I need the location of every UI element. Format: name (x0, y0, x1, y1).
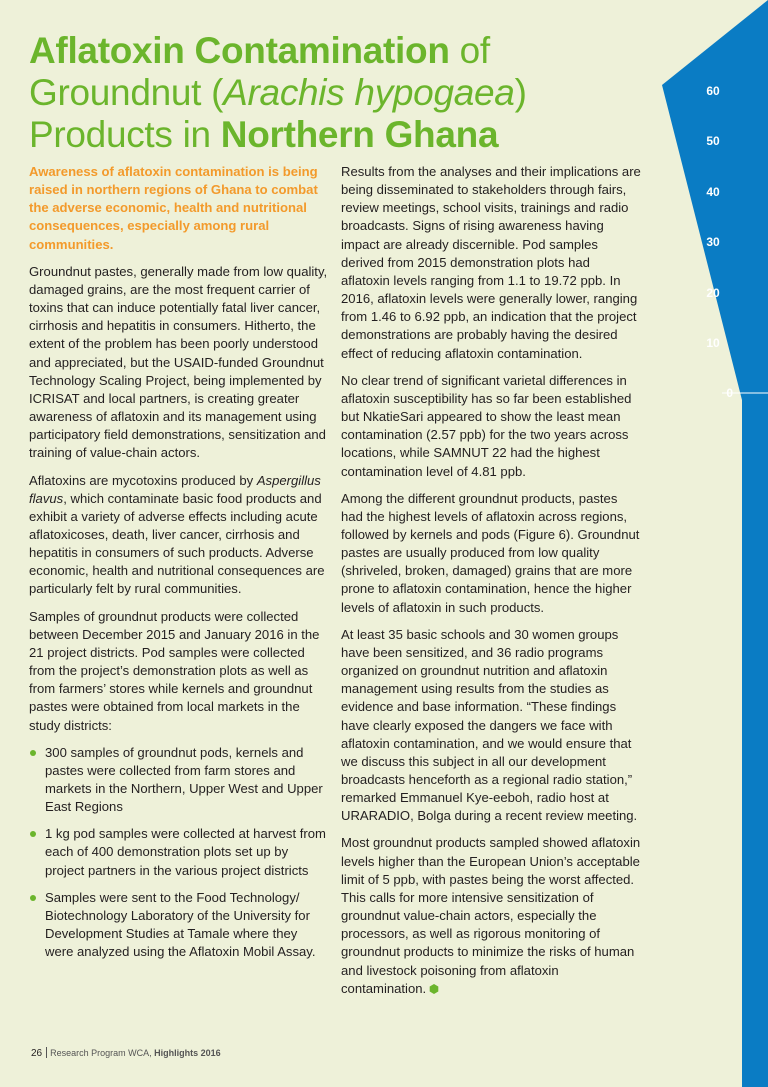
title-products-in: Products in (29, 114, 221, 155)
paragraph (341, 834, 641, 997)
list-item (29, 825, 329, 879)
paragraph-text: Aflatoxins are mycotoxins produced by (29, 472, 257, 488)
paragraph: Groundnut pastes, generally made from low quality, damaged grains, are the most frequent carrier of toxins that can induce potentially fatal liver cancer, cirrhosis and hepatitis in consumers. Hitherto, the extent of the problem has been poorly understood and appreciated, but the USAID-funded Groundnut Technology Scaling Project, being implemented by ICRISAT and local partners, is creating greater awareness of aflatoxin and its management using participatory field demonstrations, sensitization and training of value-chain actors. (29, 263, 328, 461)
list-item (29, 744, 329, 817)
footer-highlights: Highlights 2016 (154, 1048, 221, 1058)
bullet-dot-icon (30, 831, 36, 837)
list-item-text: 300 samples of groundnut pods, kernels and pastes were collected from farm stores and markets in the Northern, Upper West and Upper East Regions (45, 744, 323, 815)
scale-label-20: 20 (706, 286, 720, 300)
paragraph-text: Most groundnut products sampled showed aflatoxin levels higher than the European Union’s acceptable limit of 5 ppb, with pastes being the worst affected. This calls for more intensive sensitization of groundnut value-chain actors, especially the processors, as well as rigorous monitoring of groundnut products to minimize the risks of human and livestock poisoning from aflatoxin contamination. (341, 835, 641, 996)
scale-label-50: 50 (706, 134, 720, 148)
list-item (29, 889, 329, 962)
page-number: 26 (31, 1048, 43, 1059)
page-footer (31, 1047, 221, 1059)
footer-program: Research Program WCA, (50, 1048, 155, 1058)
end-hexagon-icon (429, 984, 439, 994)
paragraph: Among the different groundnut products, pastes had the highest levels of aflatoxin across regions, followed by kernels and pods (Figure 6). Groundnut pastes are usually produced from low quality (shriveled, broken, damaged) grains that are more prone to aflatoxin contamination, hence the higher levels of aflatoxin in such products. (341, 490, 640, 615)
paragraph (29, 472, 329, 599)
species-name: Aspergillus flavus (29, 472, 321, 506)
scale-label-0: 0 (726, 386, 733, 400)
paragraph: No clear trend of significant varietal differences in aflatoxin susceptibility has so far been established but NkatieSari appeared to show the least mean contamination (2.57 ppb) for the two years across locations, while SAMNUT 22 had the highest contamination level of 4.81 ppb. (341, 372, 632, 479)
left-column (29, 163, 329, 970)
list-item-text: 1 kg pod samples were collected at harvest from each of 400 demonstration plots set up by project partners in the various project districts (45, 826, 326, 878)
footer-divider (46, 1047, 47, 1058)
scale-label-10: 10 (706, 336, 720, 350)
title-bold-part: Aflatoxin Contamination (29, 30, 450, 71)
scale-label-40: 40 (706, 185, 720, 199)
lead-paragraph: Awareness of aflatoxin contamination is being raised in northern regions of Ghana to combat the adverse economic, health and nutritional consequences, especially among rural communities. (29, 164, 318, 252)
bullet-dot-icon (30, 895, 36, 901)
page-title (29, 30, 629, 156)
paragraph: Samples of groundnut products were collected between December 2015 and January 2016 in the 21 project districts. Pod samples were collected from the project’s demonstration plots as well as from farmers’ stores while kernels and groundnut pastes were obtained from local markets in the study districts: (29, 608, 320, 733)
scale-label-60: 60 (706, 84, 720, 98)
title-groundnut: Groundnut ( (29, 72, 224, 113)
bullet-list (29, 744, 329, 962)
list-item-text: Samples were sent to the Food Technology/ Biotechnology Laboratory of the University for Development Studies at Tamale where they were analyzed using the Aflatoxin Mobil Assay. (45, 889, 316, 960)
title-scientific-name: Arachis hypogaea (223, 72, 515, 113)
bullet-dot-icon (30, 750, 36, 756)
right-column (341, 163, 641, 1007)
title-paren: ) (514, 72, 527, 113)
paragraph-text: , which contaminate basic food products and exhibit a variety of adverse effects including acute aflatoxicoses, death, liver cancer, cirrhosis and hepatitis in consumers of such products. Adverse economic, health and nutritional consequences are particularly felt by rural communities. (29, 490, 325, 597)
paragraph: Results from the analyses and their implications are being disseminated to stakeholders through fairs, review meetings, school visits, trainings and radio broadcasts. Signs of rising awareness having impact are already discernible. Pod samples derived from 2015 demonstration plots had aflatoxin levels ranging from 1.1 to 19.72 ppb. In 2016, aflatoxin levels were generally lower, ranging from 1.46 to 6.92 ppb, an indication that the project demonstrations are probably having the desired effect of reducing aflatoxin contamination. (341, 164, 641, 361)
title-of: of (449, 30, 490, 71)
paragraph: At least 35 basic schools and 30 women groups have been sensitized, and 36 radio programs organized on groundnut nutrition and aflatoxin management using results from the studies as evidence and base information. “These findings have clearly exposed the dangers we face with aflatoxin contamination, and we would ensure that we discuss this subject in all our development broadcasts henceforth as a regional radio station,” remarked Emmanuel Kye-eeboh, radio host at URARADIO, Bolga during a recent review meeting. (341, 626, 638, 824)
scale-label-30: 30 (706, 235, 720, 249)
title-region: Northern Ghana (220, 114, 499, 155)
